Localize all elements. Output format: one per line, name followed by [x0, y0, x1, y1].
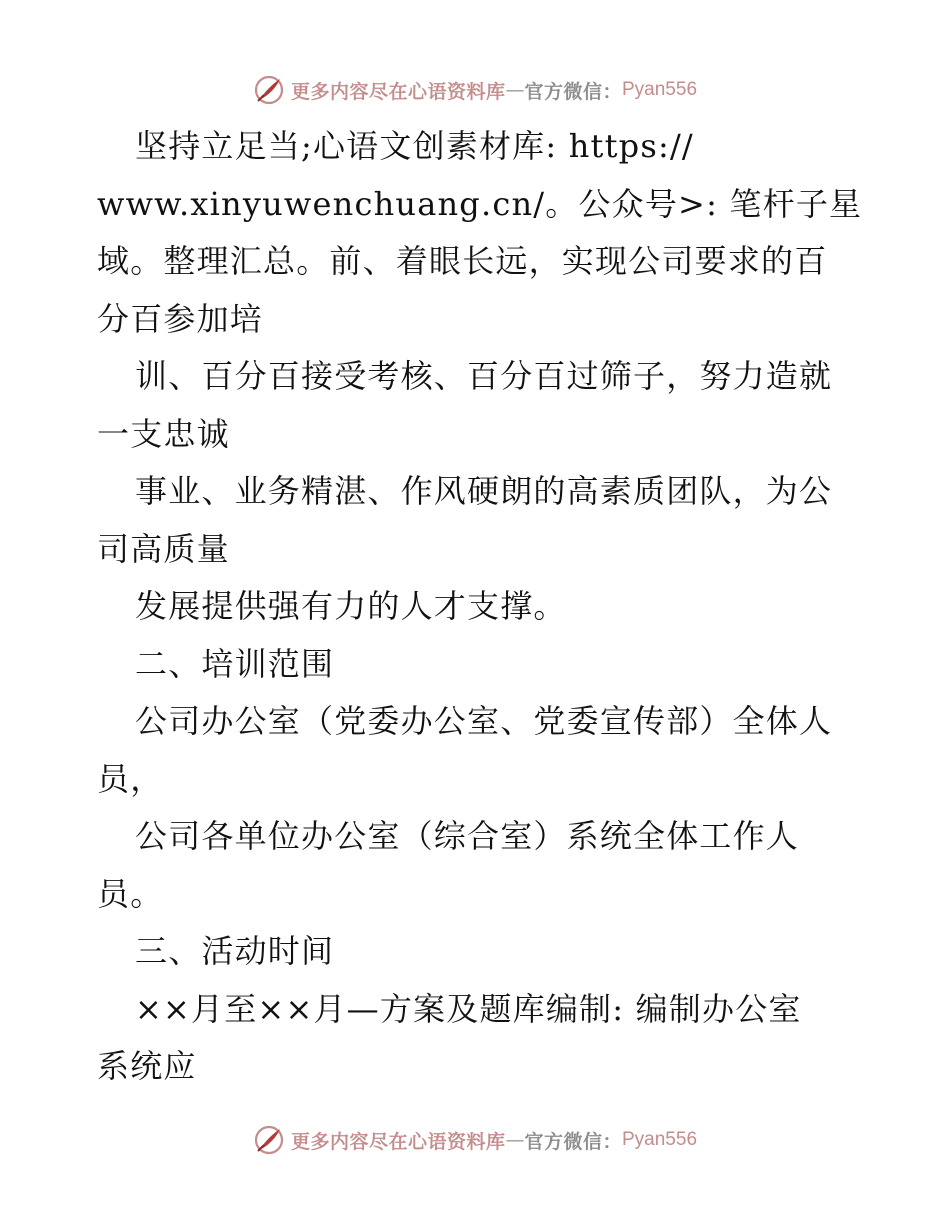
- text-line: 训、百分百接受考核、百分百过筛子，努力造就: [135, 357, 833, 395]
- footer-banner: [0, 1120, 950, 1160]
- banner-separator: —: [505, 79, 525, 101]
- text-line: 公司办公室（党委办公室、党委宣传部）全体人: [135, 702, 833, 740]
- text-line: 系统应: [97, 1047, 197, 1085]
- text-line: 域。整理汇总。前、着眼长远，实现公司要求的百: [97, 242, 828, 280]
- header-banner: [0, 70, 950, 110]
- text-line: www.xinyuwenchuang.cn/。公众号>: 笔杆子星: [97, 184, 863, 223]
- document-body: [97, 118, 863, 1096]
- text-line: 坚持立足当;心语文创素材库: https://: [135, 127, 694, 165]
- banner-text: 更多内容尽在心语资料库: [290, 1130, 506, 1153]
- text-line: 公司各单位办公室（综合室）系统全体工作人: [135, 817, 800, 855]
- feather-pen-logo-icon: [253, 1124, 285, 1156]
- text-line: 二、培训范围: [135, 644, 335, 683]
- banner-separator: —: [505, 1129, 525, 1151]
- wechat-label: 官方微信：: [524, 1130, 622, 1153]
- wechat-label: 官方微信：: [524, 80, 622, 103]
- text-line: 事业、业务精湛、作风硬朗的高素质团队，为公: [135, 472, 833, 510]
- wechat-id: Pyan556: [622, 79, 698, 100]
- wechat-id: Pyan556: [622, 1129, 698, 1150]
- text-line: ××月至××月—方案及题库编制: 编制办公室: [135, 989, 802, 1028]
- text-line: 分百参加培: [97, 299, 264, 338]
- text-line: 司高质量: [97, 529, 230, 568]
- banner-text: 更多内容尽在心语资料库: [290, 80, 506, 103]
- text-line: 员，: [97, 759, 164, 798]
- text-line: 一支忠诚: [97, 414, 230, 453]
- feather-pen-logo-icon: [253, 74, 285, 106]
- text-line: 发展提供强有力的人才支撑。: [135, 587, 567, 625]
- text-line: 三、活动时间: [135, 932, 335, 970]
- text-line: 员。: [97, 874, 164, 913]
